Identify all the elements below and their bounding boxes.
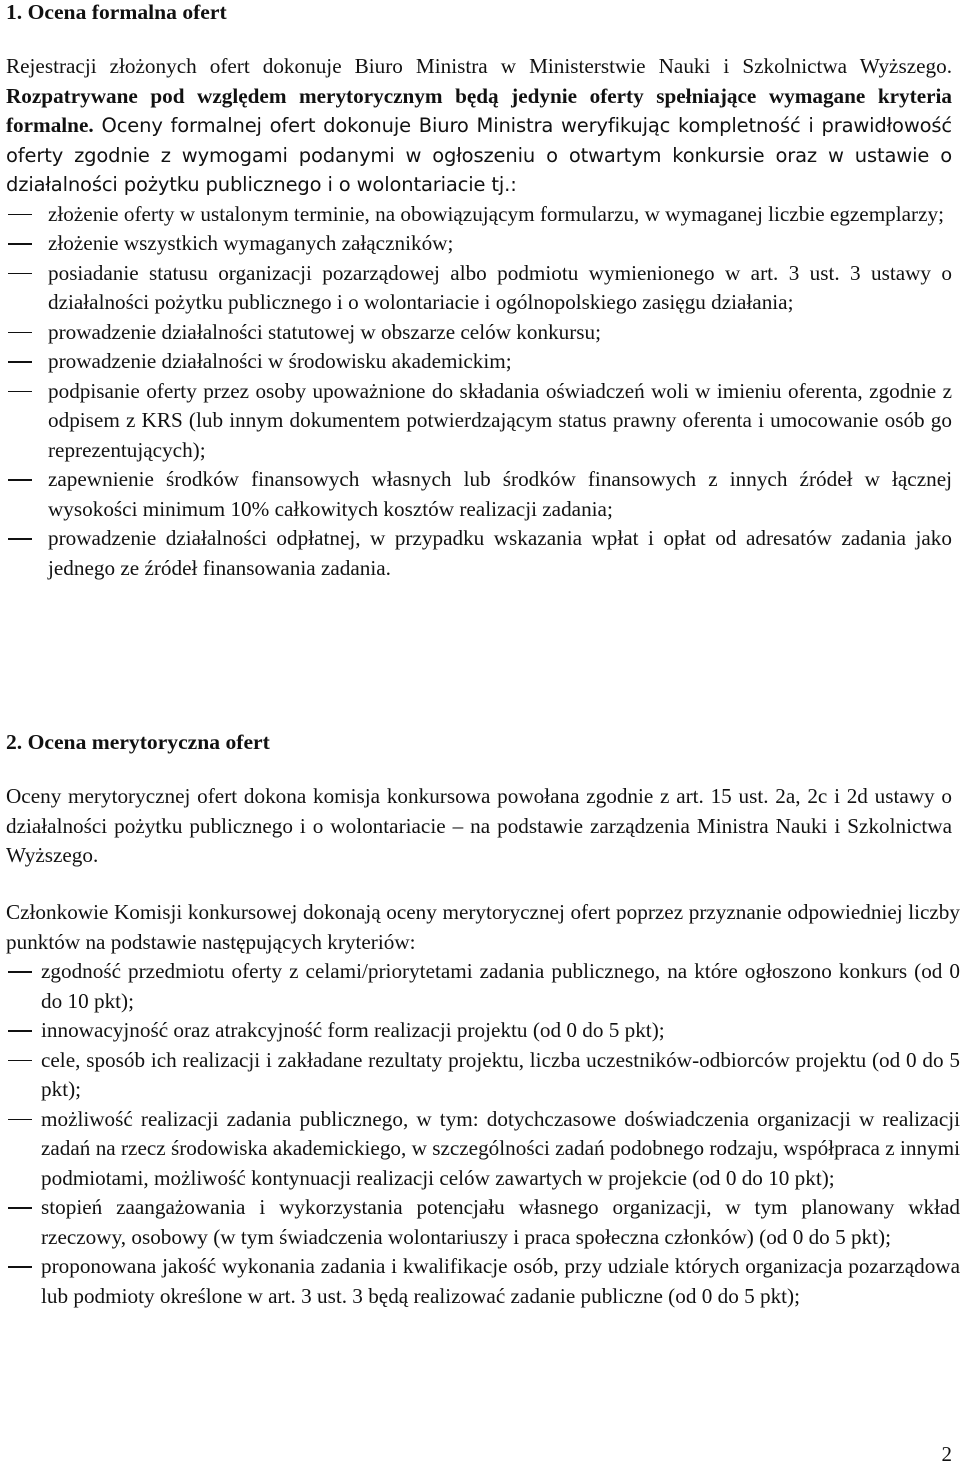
list-item: stopień zaangażowania i wykorzystania potencjału własnego organizacji, w tym planowany wkład rzeczowy, osobowy (w tym świadczenia wolontariuszy i praca społeczna członków) (od 0 do 5 pkt); [6,1193,960,1252]
list-item: innowacyjność oraz atrakcyjność form realizacji projektu (od 0 do 5 pkt); [6,1016,960,1046]
merit-criteria-list [6,957,960,1311]
section-2-paragraph-2: Członkowie Komisji konkursowej dokonają oceny merytorycznej ofert poprzez przyznanie odpowiedniej liczby punktów na podstawie następujących kryteriów: [6,900,960,954]
intro-sans-text: Oceny formalnej ofert dokonuje Biuro Ministra weryfikując kompletność i prawidłowość oferty zgodnie z wymogami podanymi w ogłoszeniu o otwartym konkursie oraz w ustawie o działalności pożytku publicznego i o wolontariacie tj.: [6,114,952,196]
section-2-body [6,898,960,1311]
list-item: proponowana jakość wykonania zadania i kwalifikacje osób, przy udziale których organizacja pozarządowa lub podmioty określone w art. 3 ust. 3 będą realizować zadanie publiczne (od 0 do 5 pkt); [6,1252,960,1311]
page-number: 2 [941,1442,952,1466]
list-item: zgodność przedmiotu oferty z celami/priorytetami zadania publicznego, na które ogłoszono konkurs (od 0 do 10 pkt); [6,957,960,1016]
list-item: możliwość realizacji zadania publicznego, w tym: dotychczasowe doświadczenia organizacji w realizacji zadań na rzecz środowiska akademickiego, w szczególności zadań podobnego rodzaju, współpraca z innymi podmiotami, możliwość kontynuacji realizacji celów zawartych w projekcie (od 0 do 10 pkt); [6,1105,960,1194]
section-1-intro [6,52,952,200]
list-item: prowadzenie działalności w środowisku akademickim; [6,347,952,377]
formal-criteria-list [6,200,952,584]
list-item: złożenie oferty w ustalonym terminie, na obowiązującym formularzu, w wymaganej liczbie egzemplarzy; [6,200,952,230]
section-2-paragraph-1: Oceny merytorycznej ofert dokona komisja konkursowa powołana zgodnie z art. 15 ust. 2a, 2c i 2d ustawy o działalności pożytku publicznego i o wolontariacie – na podstawie zarządzenia Ministra Nauki i Szkolnictwa Wyższego. [6,784,952,867]
section-1-title: 1. Ocena formalna ofert [6,0,227,24]
list-item: złożenie wszystkich wymaganych załączników; [6,229,952,259]
intro-plain-text: Rejestracji złożonych ofert dokonuje Biuro Ministra w Ministerstwie Nauki i Szkolnictwa Wyższego. [6,54,952,78]
list-item: zapewnienie środków finansowych własnych lub środków finansowych z innych źródeł w łącznej wysokości minimum 10% całkowitych kosztów realizacji zadania; [6,465,952,524]
list-item: podpisanie oferty przez osoby upoważnione do składania oświadczeń woli w imieniu oferenta, zgodnie z odpisem z KRS (lub innym dokumentem potwierdzającym status prawny oferenta i umocowanie osób go reprezentujących); [6,377,952,466]
section-1-body [6,52,952,583]
intro-bold-text: Rozpatrywane pod względem merytorycznym będą jedynie oferty spełniające wymagane kryteria formalne. [6,83,952,137]
list-item: posiadanie statusu organizacji pozarządowej albo podmiotu wymienionego w art. 3 ust. 3 ustawy o działalności pożytku publicznego i o wolontariacie i ogólnopolskiego zasięgu działania; [6,259,952,318]
section-2-paragraph-1-block [6,782,952,871]
list-item: prowadzenie działalności odpłatnej, w przypadku wskazania wpłat i opłat od adresatów zadania jako jednego ze źródeł finansowania zadania. [6,524,952,583]
list-item: prowadzenie działalności statutowej w obszarze celów konkursu; [6,318,952,348]
section-2-title: 2. Ocena merytoryczna ofert [6,730,270,754]
list-item: cele, sposób ich realizacji i zakładane rezultaty projektu, liczba uczestników-odbiorców projektu (od 0 do 5 pkt); [6,1046,960,1105]
